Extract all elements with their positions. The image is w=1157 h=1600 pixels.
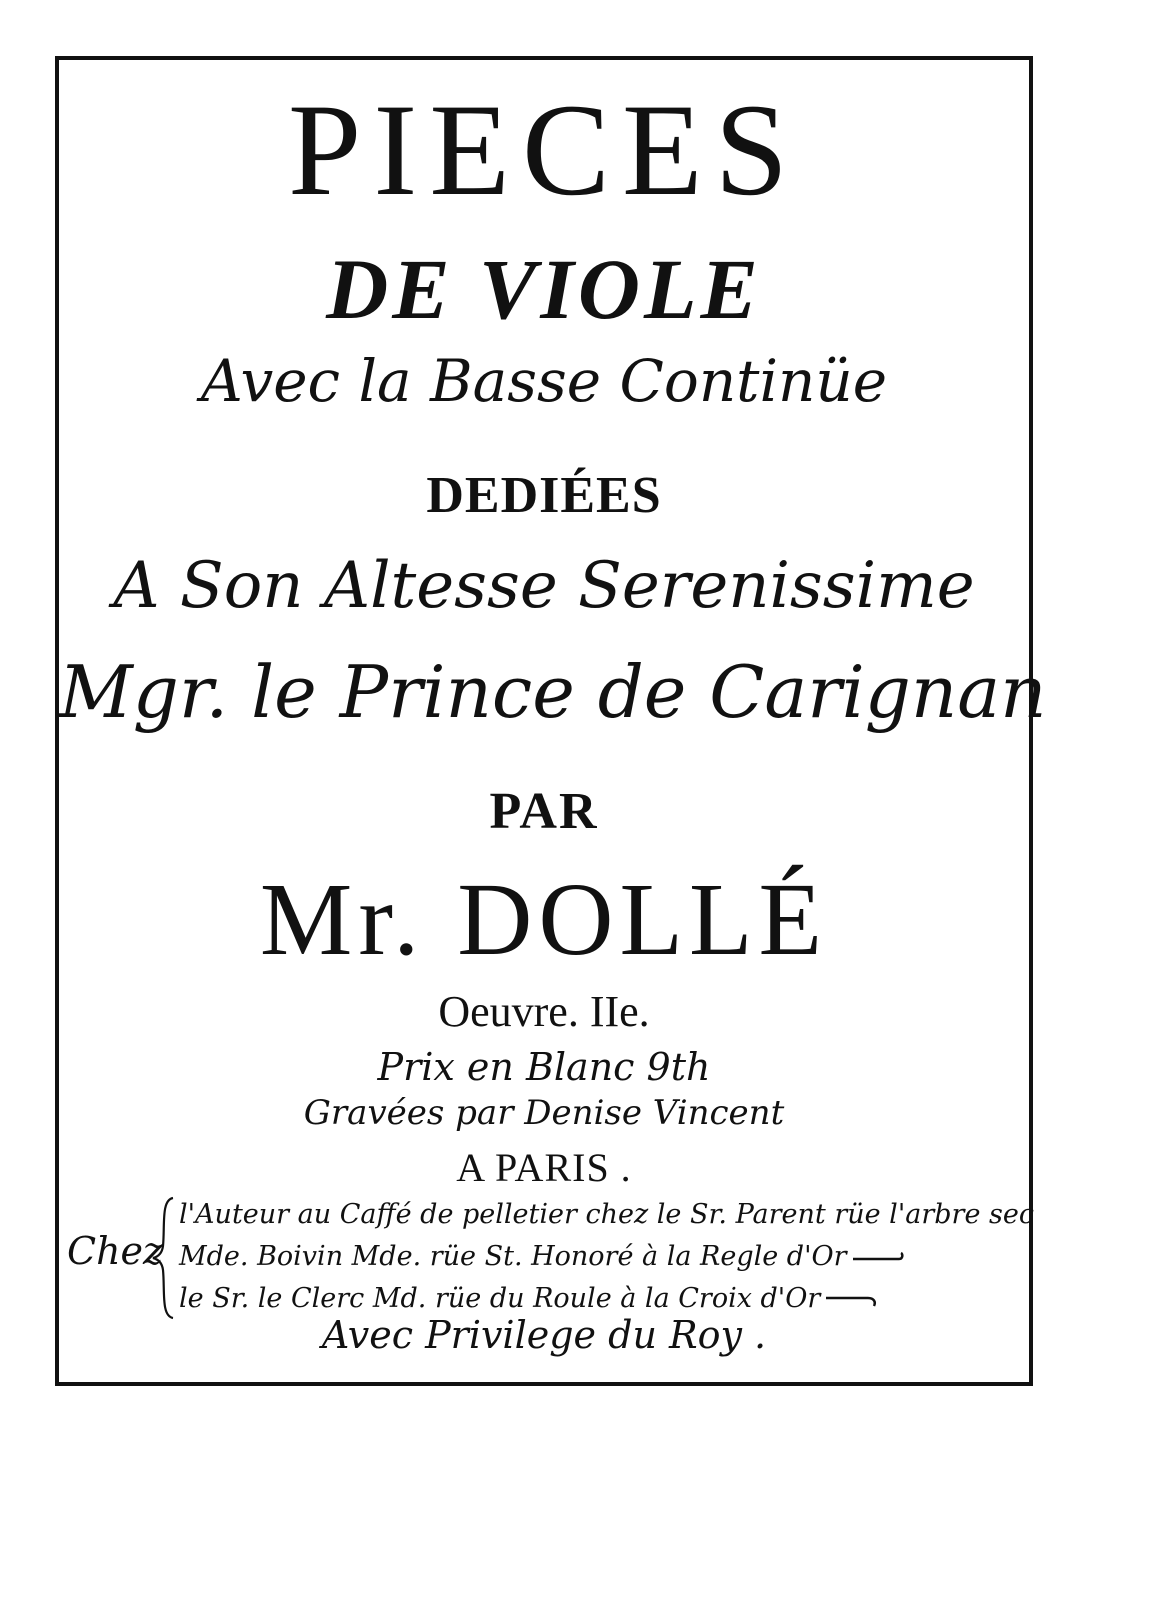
address-boivin-text: Mde. Boivin Mde. rüe St. Honoré à la Regle d'Or [179, 1241, 847, 1272]
opus-number: Oeuvre. IIe. [438, 987, 650, 1036]
title-page-border [55, 56, 1047, 1386]
accompaniment-line: Avec la Basse Continüe [200, 347, 888, 415]
by-label: PAR [489, 783, 599, 840]
city-line: A PARIS . [456, 1145, 632, 1190]
address-le-clerc-text: le Sr. le Clerc Md. rüe du Roule à la Croix d'Or [179, 1283, 821, 1314]
engraver-line: Gravées par Denise Vincent [303, 1093, 785, 1133]
address-boivin [179, 1236, 1033, 1278]
prince-line: Mgr. le Prince de Carignan [59, 650, 1047, 734]
author-name: Mr. DOLLÉ [259, 862, 829, 977]
flourish-icon [851, 1251, 905, 1265]
address-list [179, 1194, 1033, 1320]
subtitle: DE VIOLE [326, 241, 762, 337]
chez-label: Chez [67, 1229, 164, 1273]
publishers-block [67, 1194, 1033, 1324]
dedication-heading: DEDIÉES [426, 467, 662, 524]
brace-icon [151, 1196, 177, 1320]
title: PIECES [287, 76, 801, 223]
address-author: l'Auteur au Caffé de pelletier chez le Sr. Parent rüe l'arbre sec [179, 1199, 1034, 1230]
dedicatee-line: A Son Altesse Serenissime [113, 549, 975, 623]
flourish-icon [824, 1293, 878, 1307]
price-line: Prix en Blanc 9th [377, 1045, 711, 1089]
privilege-line: Avec Privilege du Roy . [321, 1313, 767, 1357]
